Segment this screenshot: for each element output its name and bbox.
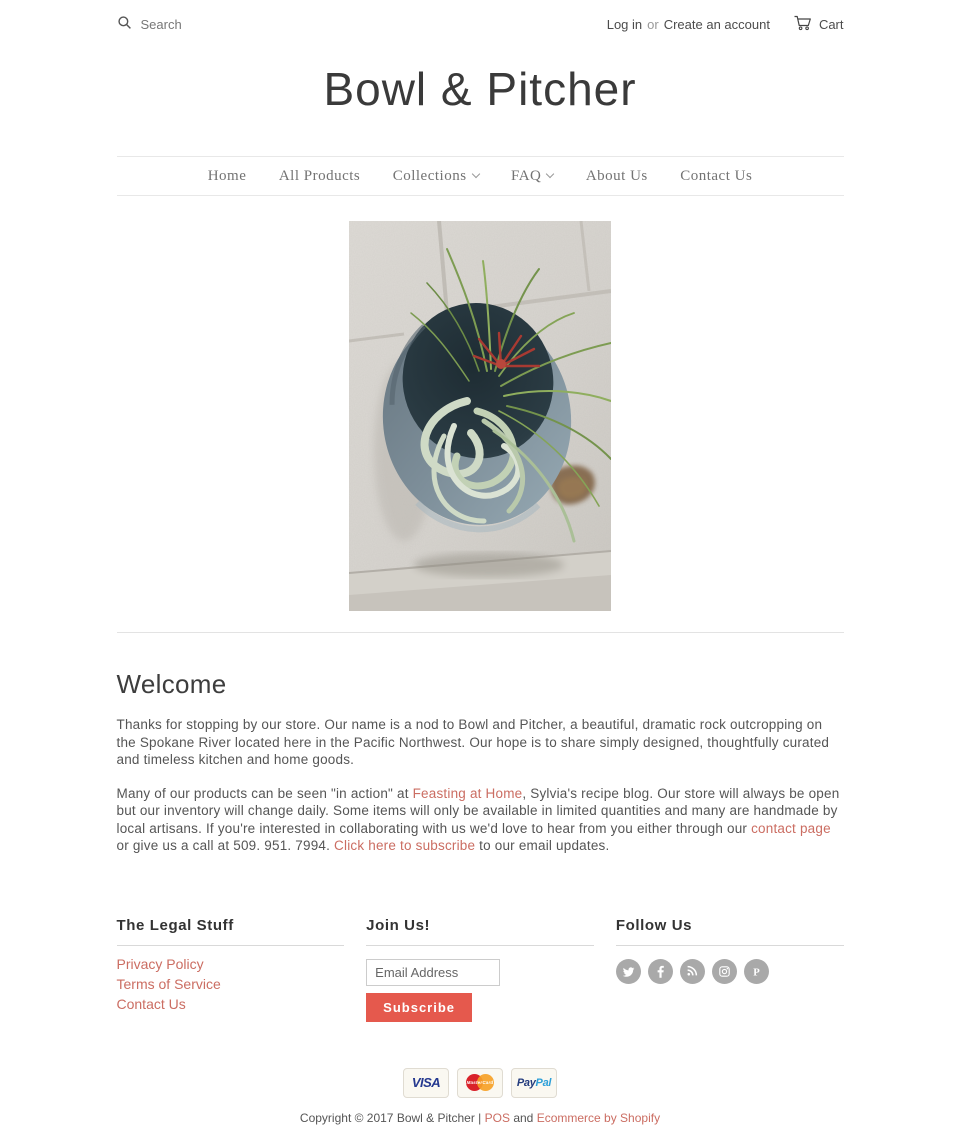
nav-label: Contact Us [680,168,753,184]
copyright-text: and [509,1110,537,1125]
payment-methods [117,1068,844,1098]
svg-text:P: P [753,966,760,978]
footer-heading-legal: The Legal Stuff [117,917,345,946]
store-header [117,35,844,156]
paypal-label-pal: Pal [535,1076,552,1089]
nav-item-faq[interactable] [511,168,553,185]
feasting-at-home-link[interactable]: Feasting at Home [412,785,523,801]
contact-us-link[interactable]: Contact Us [116,995,186,1012]
paypal-icon [511,1068,557,1098]
privacy-policy-link[interactable]: Privacy Policy [116,955,204,972]
paragraph-text: Many of our products can be seen "in action" at [116,785,413,801]
main-nav [117,156,844,196]
footer-col-follow [616,917,844,1022]
or-text: or [647,16,659,32]
nav-label: About Us [585,168,648,184]
pinterest-icon[interactable] [744,959,769,984]
mastercard-icon [457,1068,503,1098]
welcome-paragraph-1: Thanks for stopping by our store. Our name is a nod to Bowl and Pitcher, a beautiful, dramatic rock outcropping on the Spokane River located here in the Pacific Northwest. Our hope is to share simply designed, thoughtfully curated and timeless kitchen and home goods. [116,717,830,767]
chevron-down-icon [471,170,479,178]
footer-col-legal [117,917,345,1022]
page-title: Welcome [116,669,227,699]
paragraph-text: , Sylvia's recipe blog. Our store will always be open but our inventory will change daily. Some items will only be available in limited quantities and many are handmade by local artisans. If you're interested in collaborating with us we'd love to hear from you either through our [116,785,840,836]
cart-link[interactable]: Cart [818,16,844,32]
store-logo-link[interactable]: Bowl & Pitcher [323,63,637,115]
contact-page-link[interactable]: contact page [751,820,831,836]
footer-col-join [366,917,594,1022]
hero-image [117,221,844,611]
welcome-paragraph-2 [117,785,844,855]
mastercard-label: MasterCard [466,1080,494,1085]
search-input[interactable] [139,16,323,33]
terms-of-service-link[interactable]: Terms of Service [116,975,221,992]
footer-heading-follow: Follow Us [616,917,844,946]
search-box[interactable] [117,15,323,33]
nav-item-collections[interactable] [393,168,479,185]
rss-icon[interactable] [680,959,705,984]
login-link[interactable]: Log in [606,16,643,32]
paragraph-text: to our email updates. [475,838,610,853]
email-field[interactable] [366,959,500,986]
section-divider [117,632,844,633]
visa-icon [403,1068,449,1098]
topbar [117,0,844,35]
cart-box[interactable] [793,14,844,34]
welcome-section [117,669,844,855]
create-account-link[interactable]: Create an account [663,16,770,32]
nav-item-contact-us[interactable] [680,168,752,185]
nav-label: Collections [392,168,467,184]
subscribe-button[interactable]: Subscribe [366,993,472,1022]
chevron-down-icon [546,170,554,178]
pos-link[interactable]: POS [484,1110,510,1125]
cart-icon[interactable] [793,14,813,34]
subscribe-link[interactable]: Click here to subscribe [334,838,476,853]
nav-item-all-products[interactable] [279,168,360,185]
paypal-label-pay: Pay [516,1076,536,1089]
nav-label: Home [207,168,247,184]
paragraph-text: or give us a call at 509. 951. 7994. [116,838,335,853]
shopify-link[interactable]: Ecommerce by Shopify [536,1110,661,1125]
footer-heading-join: Join Us! [366,917,594,946]
facebook-icon[interactable] [648,959,673,984]
copyright-text: Copyright © 2017 Bowl & Pitcher | [299,1110,485,1125]
copyright [117,1111,844,1125]
nav-label: FAQ [510,168,542,184]
nav-item-about-us[interactable] [586,168,648,185]
nav-label: All Products [278,168,361,184]
social-icons [616,959,844,984]
account-links [607,14,844,34]
twitter-icon[interactable] [616,959,641,984]
footer [117,917,844,1022]
nav-item-home[interactable] [208,168,247,185]
instagram-icon[interactable] [712,959,737,984]
search-icon[interactable] [117,15,132,33]
visa-label: VISA [411,1075,441,1090]
